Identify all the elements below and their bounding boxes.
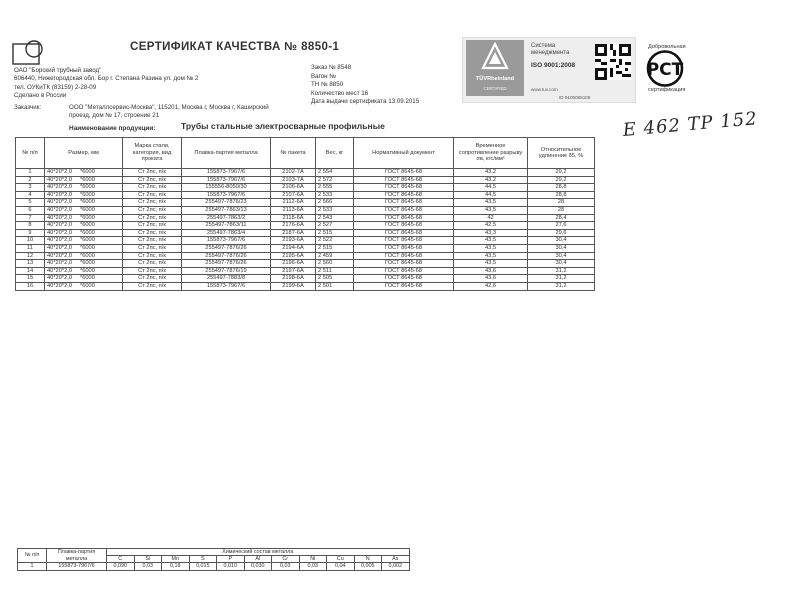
size-section: 40*20*2,0 [47, 191, 72, 198]
table-row [16, 229, 595, 237]
elongation-cell: 31,2 [528, 275, 595, 283]
size-section: 40*20*2,0 [47, 237, 72, 244]
steel-grade-cell: Ст 2пс, п/к [123, 237, 182, 245]
customer-label: Заказчик: [14, 104, 42, 111]
elongation-cell: 29,2 [528, 169, 595, 177]
weight-cell: 2 533 [316, 206, 354, 214]
package-number-cell: 2195-6А [271, 252, 316, 260]
weight-cell: 2 572 [316, 176, 354, 184]
table-row [16, 267, 595, 275]
tensile-strength-cell: 44,5 [454, 191, 528, 199]
row-number-cell: 1 [16, 169, 45, 177]
elongation-cell: 28 [528, 199, 595, 207]
col-header: Нормативный документ [354, 138, 454, 169]
customer-address [69, 104, 269, 121]
element-header: Al [244, 556, 272, 563]
elongation-cell: 28,4 [528, 214, 595, 222]
size-length: *6000 [80, 275, 95, 282]
row-number-cell: 9 [16, 229, 45, 237]
element-value: 0,010 [217, 563, 245, 571]
chem-row [18, 563, 410, 571]
tensile-strength-cell: 43,5 [454, 206, 528, 214]
norm-document-cell: ГОСТ 8645-68 [354, 275, 454, 283]
size-length: *6000 [80, 169, 95, 175]
row-number-cell: 16 [16, 282, 45, 290]
steel-grade-cell: Ст 2пс, п/к [123, 282, 182, 290]
size-length: *6000 [80, 199, 95, 206]
weight-cell: 2 522 [316, 237, 354, 245]
norm-document-cell: ГОСТ 8645-68 [354, 267, 454, 275]
size-section: 40*20*2,0 [47, 267, 72, 274]
size-section: 40*20*2,0 [47, 282, 72, 289]
weight-cell: 2 459 [316, 252, 354, 260]
size-length: *6000 [80, 282, 95, 289]
row-number-cell: 5 [16, 199, 45, 207]
steel-grade-cell: Ст 2пс, п/к [123, 244, 182, 252]
norm-document-cell: ГОСТ 8645-68 [354, 176, 454, 184]
table-row [16, 191, 595, 199]
row-number-cell: 4 [16, 191, 45, 199]
places-count: Количество мест 16 [311, 89, 369, 97]
melt-batch-cell: 255497-7883/8 [182, 275, 271, 283]
chem-header-row [18, 549, 410, 556]
col-header: Вес, кг [316, 138, 354, 169]
tensile-strength-cell: 43,6 [454, 275, 528, 283]
size-section: 40*20*2,0 [47, 199, 72, 206]
size-section: 40*20*2,0 [47, 214, 72, 221]
norm-document-cell: ГОСТ 8645-68 [354, 214, 454, 222]
element-value: 0,03 [272, 563, 300, 571]
elongation-cell: 29,6 [528, 229, 595, 237]
table-row [16, 199, 595, 207]
size-length: *6000 [80, 244, 95, 251]
weight-cell: 2 560 [316, 260, 354, 268]
size-cell [45, 199, 123, 207]
norm-document-cell: ГОСТ 8645-68 [354, 237, 454, 245]
row-number-cell: 14 [16, 267, 45, 275]
col-header: Плавка-партия металла [182, 138, 271, 169]
steel-grade-cell: Ст 2пс, п/к [123, 176, 182, 184]
size-cell [45, 214, 123, 222]
size-cell [45, 169, 123, 177]
row-number-cell: 6 [16, 206, 45, 214]
steel-grade-cell: Ст 2пс, п/к [123, 214, 182, 222]
table-row [16, 237, 595, 245]
table-row [16, 214, 595, 222]
package-number-cell: 2193-6А [271, 237, 316, 245]
element-value: 0,002 [382, 563, 410, 571]
melt-batch-cell: 155873-7967/6 [182, 176, 271, 184]
melt-batch-cell: 155873-7967/6 [182, 191, 271, 199]
melt-batch-cell: 255497-7863/13 [182, 206, 271, 214]
management-system-label [531, 43, 569, 57]
element-value: 0,03 [299, 563, 327, 571]
row-number-cell: 7 [16, 214, 45, 222]
size-length: *6000 [80, 176, 95, 183]
chem-melt-header: Плавка-партия металла [47, 549, 107, 563]
steel-grade-cell: Ст 2пс, п/к [123, 169, 182, 177]
norm-document-cell: ГОСТ 8645-68 [354, 169, 454, 177]
chem-num-header: № п/п [18, 549, 47, 563]
norm-document-cell: ГОСТ 8645-68 [354, 191, 454, 199]
size-section: 40*20*2,0 [47, 206, 72, 213]
row-number-cell: 13 [16, 260, 45, 268]
steel-grade-cell: Ст 2пс, п/к [123, 191, 182, 199]
row-number-cell: 3 [16, 184, 45, 192]
element-header: Ni [299, 556, 327, 563]
package-number-cell: 2187-6А [271, 229, 316, 237]
size-cell [45, 252, 123, 260]
tuv-triangle-icon [481, 42, 509, 70]
issuer-line: 606440, Нижегородская обл. Бор г. Степана Разина ул. дом № 2 [14, 75, 199, 83]
tuv-name: TÜVRheinland [475, 76, 515, 82]
handwritten-note: Е 462 ТР 152 [622, 108, 759, 141]
melt-batch-cell: 255497-7876/26 [182, 244, 271, 252]
element-value: 0,090 [107, 563, 135, 571]
package-number-cell: 2197-6А [271, 267, 316, 275]
norm-document-cell: ГОСТ 8645-68 [354, 222, 454, 230]
size-section: 40*20*2,0 [47, 229, 72, 236]
table-row [16, 222, 595, 230]
col-header: Размер, мм [45, 138, 123, 169]
weight-cell: 2 515 [316, 229, 354, 237]
size-length: *6000 [80, 184, 95, 191]
norm-document-cell: ГОСТ 8645-68 [354, 260, 454, 268]
size-cell [45, 184, 123, 192]
melt-batch-cell: 255497-7863/2 [182, 214, 271, 222]
melt-batch-cell: 255497-7876/19 [182, 267, 271, 275]
package-number-cell: 2198-6А [271, 275, 316, 283]
tensile-strength-cell: 43,2 [454, 169, 528, 177]
size-cell [45, 222, 123, 230]
norm-document-cell: ГОСТ 8645-68 [354, 199, 454, 207]
chem-title: Химический состав металла [107, 549, 410, 556]
element-value: 0,030 [244, 563, 272, 571]
rst-mark-text: РСТ [646, 60, 684, 80]
tensile-strength-cell: 42 [454, 214, 528, 222]
melt-batch-cell: 255497-7863/11 [182, 222, 271, 230]
norm-document-cell: ГОСТ 8645-68 [354, 206, 454, 214]
tensile-strength-cell: 42,5 [454, 222, 528, 230]
melt-batch-cell: 255497-7876/23 [182, 199, 271, 207]
col-header: Временное сопротивление разрыву σв, кгс/мм² [454, 138, 528, 169]
weight-cell: 2 543 [316, 214, 354, 222]
issuer-line: Сделано в России [14, 92, 67, 100]
rst-bottom-label: сертификация [648, 87, 686, 93]
tensile-strength-cell: 43,5 [454, 244, 528, 252]
size-section: 40*20*2,0 [47, 275, 72, 282]
elongation-cell: 28 [528, 206, 595, 214]
weight-cell: 2 555 [316, 184, 354, 192]
waybill-number: ТН № 8850 [311, 81, 344, 89]
melt-batch-cell: 155556-8050/30 [182, 184, 271, 192]
steel-grade-cell: Ст 2пс, п/к [123, 184, 182, 192]
element-value: 0,015 [189, 563, 217, 571]
package-number-cell: 2199-6А [271, 282, 316, 290]
tuv-certified: CERTIFIED [483, 86, 507, 91]
row-number-cell: 2 [16, 176, 45, 184]
norm-document-cell: ГОСТ 8645-68 [354, 282, 454, 290]
col-header: Марка стали, категория, вид проката [123, 138, 182, 169]
weight-cell: 2 533 [316, 191, 354, 199]
row-number-cell: 15 [16, 275, 45, 283]
elongation-cell: 29,2 [528, 176, 595, 184]
package-number-cell: 2107-6А [271, 191, 316, 199]
elongation-cell: 30,4 [528, 252, 595, 260]
elongation-cell: 30,4 [528, 237, 595, 245]
size-cell [45, 267, 123, 275]
product-label: Наименование продукции: [69, 125, 156, 132]
element-header: S [189, 556, 217, 563]
size-cell [45, 191, 123, 199]
package-number-cell: 2106-6А [271, 184, 316, 192]
table-row [16, 244, 595, 252]
product-name: Трубы стальные электросварные профильные [181, 121, 385, 131]
col-header: № п/п [16, 138, 45, 169]
size-cell [45, 260, 123, 268]
size-section: 40*20*2,0 [47, 222, 72, 229]
size-cell [45, 206, 123, 214]
size-length: *6000 [80, 191, 95, 198]
size-cell [45, 244, 123, 252]
package-number-cell: 2112-6А [271, 199, 316, 207]
order-number: Заказ № 8548 [311, 64, 352, 71]
size-length: *6000 [80, 222, 95, 229]
size-length: *6000 [80, 237, 95, 244]
tensile-strength-cell: 42,6 [454, 282, 528, 290]
size-section: 40*20*2,0 [47, 176, 72, 183]
element-value: 0,005 [354, 563, 382, 571]
elongation-cell: 27,6 [528, 222, 595, 230]
size-length: *6000 [80, 206, 95, 213]
row-number-cell: 8 [16, 222, 45, 230]
element-value: 0,04 [327, 563, 355, 571]
tensile-strength-cell: 43,6 [454, 267, 528, 275]
norm-document-cell: ГОСТ 8645-68 [354, 252, 454, 260]
steel-grade-cell: Ст 2пс, п/к [123, 222, 182, 230]
melt-batch-cell: 155873-7967/6 [182, 169, 271, 177]
norm-document-cell: ГОСТ 8645-68 [354, 184, 454, 192]
package-number-cell: 2176-6А [271, 222, 316, 230]
rst-mark-icon [645, 50, 685, 87]
size-cell [45, 229, 123, 237]
element-header: Cr [272, 556, 300, 563]
elongation-cell: 31,2 [528, 282, 595, 290]
norm-document-cell: ГОСТ 8645-68 [354, 244, 454, 252]
table-row [16, 260, 595, 268]
package-number-cell: 2196-6А [271, 260, 316, 268]
system-line: Система [531, 43, 556, 49]
tuv-cert-id: ID 9105065108 [559, 95, 591, 100]
element-header: Mn [162, 556, 190, 563]
qr-code-icon [595, 44, 631, 80]
company-logo-icon [12, 40, 46, 66]
size-cell [45, 282, 123, 290]
table-row [16, 176, 595, 184]
steel-grade-cell: Ст 2пс, п/к [123, 267, 182, 275]
package-number-cell: 2194-6А [271, 244, 316, 252]
size-cell [45, 176, 123, 184]
issuer-block [14, 67, 198, 101]
element-value: 0,18 [162, 563, 190, 571]
issue-date: Дата выдачи сертификата 13.09.2015 [311, 98, 420, 106]
weight-cell: 2 511 [316, 267, 354, 275]
tensile-strength-cell: 43,5 [454, 260, 528, 268]
table-row [16, 275, 595, 283]
table-row [16, 282, 595, 290]
table-row [16, 169, 595, 177]
tensile-strength-cell: 43,5 [454, 199, 528, 207]
elongation-cell: 28,8 [528, 184, 595, 192]
elongation-cell: 31,2 [528, 267, 595, 275]
iso-standard: ISO 9001:2008 [531, 62, 576, 69]
tensile-strength-cell: 43,2 [454, 176, 528, 184]
tensile-strength-cell: 43,3 [454, 229, 528, 237]
table-header-row [16, 138, 595, 169]
elongation-cell: 30,4 [528, 244, 595, 252]
weight-cell: 2 566 [316, 199, 354, 207]
element-header: As [382, 556, 410, 563]
certificate-title: СЕРТИФИКАТ КАЧЕСТВА № 8850-1 [130, 41, 340, 53]
size-length: *6000 [80, 260, 95, 267]
size-length: *6000 [80, 267, 95, 274]
norm-document-cell: ГОСТ 8645-68 [354, 229, 454, 237]
issuer-line: ОАО "Борский трубный завод" [14, 67, 102, 74]
size-section: 40*20*2,0 [47, 244, 72, 251]
elongation-cell: 30,4 [528, 260, 595, 268]
size-length: *6000 [80, 252, 95, 259]
wagon-number: Вагон № [311, 72, 336, 80]
steel-grade-cell: Ст 2пс, п/к [123, 199, 182, 207]
element-header: P [217, 556, 245, 563]
tensile-strength-cell: 44,5 [454, 184, 528, 192]
row-number-cell: 10 [16, 237, 45, 245]
element-value: 0,03 [134, 563, 162, 571]
system-line: менеджмента [531, 50, 570, 56]
tensile-strength-cell: 43,5 [454, 237, 528, 245]
size-section: 40*20*2,0 [47, 252, 72, 259]
steel-grade-cell: Ст 2пс, п/к [123, 206, 182, 214]
table-row [16, 252, 595, 260]
table-row [16, 184, 595, 192]
steel-grade-cell: Ст 2пс, п/к [123, 229, 182, 237]
melt-batch-cell: 255497-7876/26 [182, 252, 271, 260]
element-header: Si [134, 556, 162, 563]
steel-grade-cell: Ст 2пс, п/к [123, 260, 182, 268]
size-section: 40*20*2,0 [47, 184, 72, 191]
tensile-strength-cell: 43,5 [454, 252, 528, 260]
weight-cell: 2 527 [316, 222, 354, 230]
customer-line: проезд, дом № 17, строение 21 [69, 112, 160, 120]
rst-top-label: Добровольная [648, 44, 686, 50]
tuv-url: www.tuv.com [531, 87, 558, 92]
size-cell [45, 237, 123, 245]
col-header: № пакета [271, 138, 316, 169]
size-section: 40*20*2,0 [47, 169, 72, 175]
weight-cell: 2 505 [316, 275, 354, 283]
size-cell [45, 275, 123, 283]
steel-grade-cell: Ст 2пс, п/к [123, 275, 182, 283]
weight-cell: 2 501 [316, 282, 354, 290]
package-number-cell: 2118-6А [271, 214, 316, 222]
melt-batch-cell: 255497-7876/26 [182, 260, 271, 268]
element-header: N [354, 556, 382, 563]
issuer-line: тел. ОУКиТК (83159) 2-28-09 [14, 83, 97, 91]
package-number-cell: 2102-7А [271, 169, 316, 177]
package-number-cell: 2103-7А [271, 176, 316, 184]
size-length: *6000 [80, 214, 95, 221]
weight-cell: 2 554 [316, 169, 354, 177]
elongation-cell: 28,8 [528, 191, 595, 199]
melt-batch-cell: 255497-7863/4 [182, 229, 271, 237]
customer-line: ООО "Металлсервис-Москва", 115201, Москва г, Москва г, Каширский [69, 104, 269, 111]
row-number-cell: 12 [16, 252, 45, 260]
order-info [311, 64, 419, 107]
col-header: Относительное удлинение δ5, % [528, 138, 595, 169]
weight-cell: 2 515 [316, 244, 354, 252]
chem-melt-batch: 155873-7967/6 [47, 563, 107, 571]
package-number-cell: 2113-6А [271, 206, 316, 214]
row-number-cell: 11 [16, 244, 45, 252]
element-header: C [107, 556, 135, 563]
chemical-composition-table [17, 548, 410, 571]
melt-batch-cell: 155873-7967/6 [182, 282, 271, 290]
certificate-table [15, 137, 595, 291]
chem-row-number: 1 [18, 563, 47, 571]
size-section: 40*20*2,0 [47, 260, 72, 267]
steel-grade-cell: Ст 2пс, п/к [123, 252, 182, 260]
table-row [16, 206, 595, 214]
melt-batch-cell: 155873-7967/6 [182, 237, 271, 245]
size-length: *6000 [80, 229, 95, 236]
element-header: Cu [327, 556, 355, 563]
